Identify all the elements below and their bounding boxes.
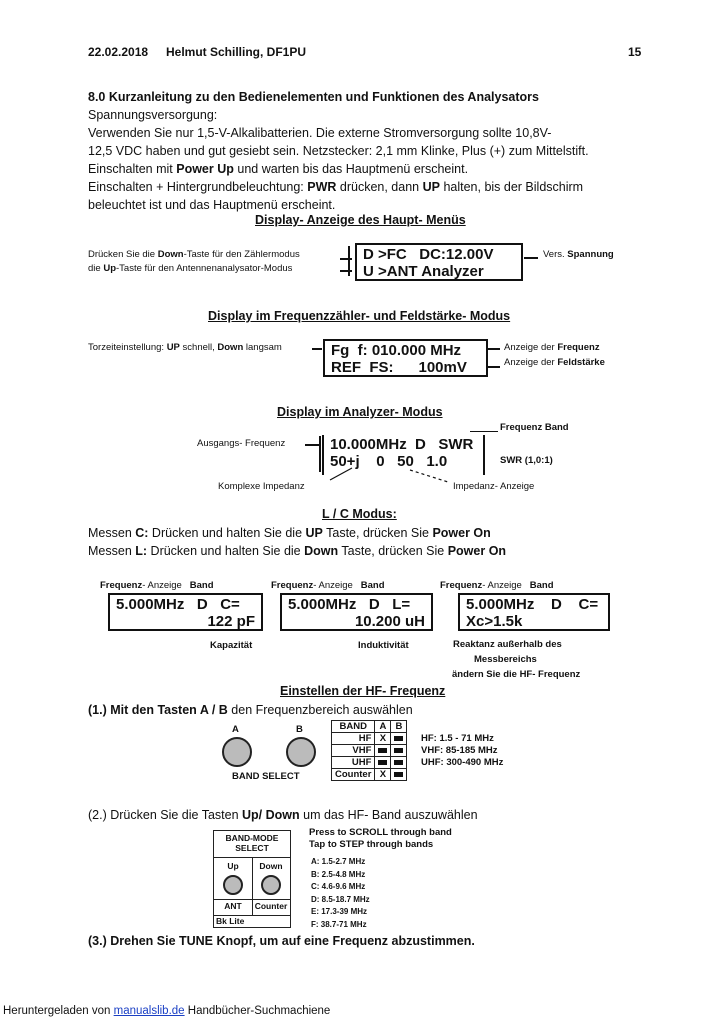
list-item: F: 38.7-71 MHz	[311, 919, 367, 929]
intro-line-1: Spannungsversorgung:	[88, 108, 218, 122]
connector-line	[340, 258, 352, 260]
band-list	[311, 856, 370, 931]
button-a-label: A	[232, 724, 239, 735]
key-pressed-icon	[394, 772, 403, 777]
header-author: Helmut Schilling, DF1PU	[166, 45, 307, 59]
lc-panel-2-caption: Induktivität	[358, 640, 409, 651]
counter-lcd	[323, 339, 488, 377]
label-output-frequency: Ausgangs- Frequenz	[197, 438, 286, 449]
button-b[interactable]	[286, 737, 316, 767]
label-frequency-band: Frequenz Band	[500, 422, 569, 433]
text-bold: Down	[217, 342, 244, 353]
text: Heruntergeladen von	[3, 1005, 114, 1017]
key-pressed-icon	[394, 748, 403, 753]
text-bold: Up/ Down	[242, 808, 300, 822]
intro-line-3: 12,5 VDC haben und gut gesiebt sein. Netzstecker: 2,1 mm Klinke, Plus (+) zum Mittelstift.	[88, 144, 589, 158]
hf-title: Einstellen der HF- Frequenz	[280, 684, 446, 698]
lc-line-1	[88, 524, 491, 542]
lcd-line-1: D >FC DC:12.00V	[363, 246, 494, 263]
text: um das HF- Band auszuwählen	[299, 808, 478, 822]
lcd-line-2: 50+j 0 50 1.0	[330, 453, 448, 470]
down-button[interactable]	[261, 875, 281, 895]
list-item: E: 17.3-39 MHz	[311, 907, 368, 916]
analyzer-title: Display im Analyzer- Modus	[277, 405, 443, 419]
bk-lite-label: Bk Lite	[216, 916, 245, 926]
lc-panel-1-caption: Kapazität	[210, 640, 253, 651]
text-bold: Down	[157, 249, 184, 260]
text-bold: (1.) Mit den Tasten	[88, 703, 200, 717]
table-header: BAND	[332, 721, 375, 733]
text-bold: Frequenz	[557, 342, 600, 353]
connector-line	[488, 366, 500, 368]
lc-panel-2-label	[271, 580, 385, 591]
text-bold: UP	[305, 526, 323, 540]
counter-left-label	[88, 342, 282, 353]
table-cell: VHF	[332, 745, 375, 757]
text-bold: C:	[135, 526, 149, 540]
table-cell: X	[375, 733, 391, 745]
band-select-label: BAND SELECT	[232, 771, 300, 782]
intro-line-2: Verwenden Sie nur 1,5-V-Alkalibatterien. Die externe Stromversorgung sollte 10,8V-	[88, 126, 552, 140]
text: Drücken und halten Sie die	[148, 526, 306, 540]
text-bold: Power Up	[176, 162, 234, 176]
manualslib-link[interactable]: manualslib.de	[113, 1005, 185, 1017]
intro-line-5	[88, 178, 583, 196]
text: Handbücher-Suchmachiene	[184, 1005, 331, 1017]
text: und warten bis das Hauptmenü erscheint.	[233, 162, 469, 176]
lcd-line-2: U >ANT Analyzer	[363, 263, 484, 280]
text-bold: PWR	[307, 180, 337, 194]
text: BAND-MODE	[225, 833, 279, 843]
text-bold: A / B	[199, 703, 228, 717]
main-menu-right-label	[543, 249, 614, 260]
connector-line	[470, 431, 498, 432]
text: Taste, drücken Sie	[322, 526, 433, 540]
text: Drücken und halten Sie die	[147, 544, 305, 558]
range-hf: HF: 1.5 - 71 MHz	[421, 733, 494, 744]
lcd-line-1: 10.000MHz D SWR	[330, 436, 474, 453]
main-menu-left-1	[88, 249, 300, 260]
lc-line-2	[88, 542, 506, 560]
table-cell	[391, 757, 407, 769]
lc-title: L / C Modus:	[322, 507, 397, 521]
lcd-line-2: Xc>1.5k	[466, 613, 523, 630]
text: - Anzeige	[313, 580, 353, 591]
down-label: Down	[259, 861, 283, 871]
up-label: Up	[227, 861, 239, 871]
table-cell	[391, 745, 407, 757]
table-cell: HF	[332, 733, 375, 745]
table-cell	[391, 769, 407, 781]
text-bold: Power On	[432, 526, 491, 540]
key-pressed-icon	[378, 760, 387, 765]
table-cell: X	[375, 769, 391, 781]
counter-right-label-1	[504, 342, 600, 353]
text: halten, bis der Bildschirm	[439, 180, 584, 194]
lcd-line-2: REF FS: 100mV	[331, 359, 467, 376]
lcd-line-2: 10.200 uH	[354, 613, 425, 630]
text: Messen	[88, 544, 136, 558]
counter-title: Display im Frequenzzähler- und Feldstärke- Modus	[208, 309, 511, 323]
text: -Taste für den Antennenanalysator-Modus	[116, 263, 293, 274]
connector-line	[312, 348, 322, 350]
lc-panel-1-label	[100, 580, 214, 591]
text: den Frequenzbereich auswählen	[227, 703, 413, 717]
list-item: C: 4.6-9.6 MHz	[311, 882, 366, 891]
main-menu-title: Display- Anzeige des Haupt- Menüs	[255, 213, 466, 227]
text: (2.) Drücken Sie die Tasten	[88, 808, 243, 822]
text-bold: Up	[103, 263, 116, 274]
hf-step-3: (3.) Drehen Sie TUNE Knopf, um auf eine Frequenz abzustimmen.	[88, 934, 475, 948]
counter-label: Counter	[254, 901, 288, 911]
table-cell: UHF	[332, 757, 375, 769]
text: schnell,	[179, 342, 218, 353]
main-menu-left-2	[88, 263, 292, 274]
lcd-line-1: 5.000MHz D C=	[466, 596, 599, 613]
scroll-instruction-1: Press to SCROLL through band	[309, 827, 452, 838]
hf-step-2	[88, 806, 478, 824]
text: langsam	[243, 342, 282, 353]
table-cell	[375, 745, 391, 757]
band-mode-panel	[213, 830, 291, 928]
text: -Taste für den Zählermodus	[183, 249, 300, 260]
key-pressed-icon	[394, 760, 403, 765]
lc-panel-2-lcd	[280, 593, 433, 631]
connector-line	[340, 270, 352, 272]
ant-label: ANT	[224, 901, 242, 911]
text-bold: Band	[189, 580, 214, 591]
table-header: A	[375, 721, 391, 733]
text: - Anzeige	[482, 580, 522, 591]
table-row	[332, 757, 407, 769]
table-header: B	[391, 721, 407, 733]
up-button[interactable]	[223, 875, 243, 895]
text-bold: UP	[422, 180, 440, 194]
hf-step-1	[88, 701, 413, 719]
label-swr: SWR (1,0:1)	[500, 455, 553, 466]
text-bold: Feldstärke	[557, 357, 605, 368]
text-bold: Frequenz	[440, 580, 483, 591]
text-bold: Frequenz	[271, 580, 314, 591]
connector-line	[524, 257, 538, 259]
list-item: A: 1.5-2.7 MHz	[311, 857, 366, 866]
table-cell: Counter	[332, 769, 375, 781]
intro-line-6: beleuchtet ist und das Hauptmenü erscheint.	[88, 198, 336, 212]
text: SELECT	[235, 843, 269, 853]
lcd-line-1: 5.000MHz D L=	[288, 596, 411, 613]
list-item: D: 8.5-18.7 MHz	[311, 894, 370, 904]
table-cell	[375, 757, 391, 769]
label-complex-impedance: Komplexe Impedanz	[218, 481, 305, 492]
counter-right-label-2	[504, 357, 605, 368]
lc-panel-3-caption-2: Messbereichs	[474, 654, 537, 665]
table-cell	[391, 733, 407, 745]
text-bold: Down	[304, 544, 339, 558]
lc-panel-3-caption-3: ändern Sie die HF- Frequenz	[452, 669, 581, 680]
label-impedance-display: Impedanz- Anzeige	[453, 481, 535, 492]
text: Einschalten mit	[88, 162, 177, 176]
text: die	[88, 263, 104, 274]
connector-line	[488, 348, 500, 350]
text: Anzeige der	[504, 342, 558, 353]
range-vhf: VHF: 85-185 MHz	[421, 745, 498, 756]
table-row	[332, 733, 407, 745]
lc-panel-3-label	[440, 580, 554, 591]
list-item: B: 2.5-4.8 MHz	[311, 869, 366, 879]
text: Vers.	[543, 249, 568, 260]
footer	[3, 1005, 330, 1017]
key-pressed-icon	[394, 736, 403, 741]
text-bold: L:	[135, 544, 148, 558]
range-uhf: UHF: 300-490 MHz	[421, 757, 504, 768]
text-bold: Spannung	[567, 249, 614, 260]
text-bold: UP	[166, 342, 180, 353]
lc-panel-3-caption-1: Reaktanz außerhalb des	[453, 639, 562, 650]
text: Taste, drücken Sie	[338, 544, 448, 558]
text: Drücken Sie die	[88, 249, 158, 260]
text: - Anzeige	[142, 580, 182, 591]
scroll-instruction-2: Tap to STEP through bands	[309, 839, 434, 850]
button-a[interactable]	[222, 737, 252, 767]
lcd-line-2: 122 pF	[207, 613, 255, 630]
main-menu-lcd	[355, 243, 523, 281]
page-number: 15	[628, 45, 642, 59]
band-table	[331, 720, 407, 781]
connector-line	[305, 444, 319, 446]
text: Torzeiteinstellung:	[88, 342, 167, 353]
lc-panel-1-lcd	[108, 593, 263, 631]
divider	[214, 899, 290, 900]
header-date: 22.02.2018	[88, 45, 149, 59]
text: Messen	[88, 526, 136, 540]
text-bold: Band	[529, 580, 554, 591]
lcd-line-1: 5.000MHz D C=	[116, 596, 240, 613]
table-header-row	[332, 721, 407, 733]
text: Einschalten + Hintergrundbeleuchtung:	[88, 180, 308, 194]
table-row	[332, 769, 407, 781]
intro-line-4	[88, 160, 468, 178]
text-bold: Band	[360, 580, 385, 591]
lcd-line-1: Fg f: 010.000 MHz	[331, 342, 462, 359]
text-bold: Power On	[447, 544, 507, 558]
lc-panel-3-lcd	[458, 593, 610, 631]
section-title: 8.0 Kurzanleitung zu den Bedienelementen und Funktionen des Analysators	[88, 90, 539, 104]
key-pressed-icon	[378, 748, 387, 753]
text-bold: Frequenz	[100, 580, 143, 591]
text: Anzeige der	[504, 357, 558, 368]
table-row	[332, 745, 407, 757]
text: drücken, dann	[336, 180, 423, 194]
band-mode-title	[214, 833, 290, 853]
button-b-label: B	[296, 724, 303, 735]
